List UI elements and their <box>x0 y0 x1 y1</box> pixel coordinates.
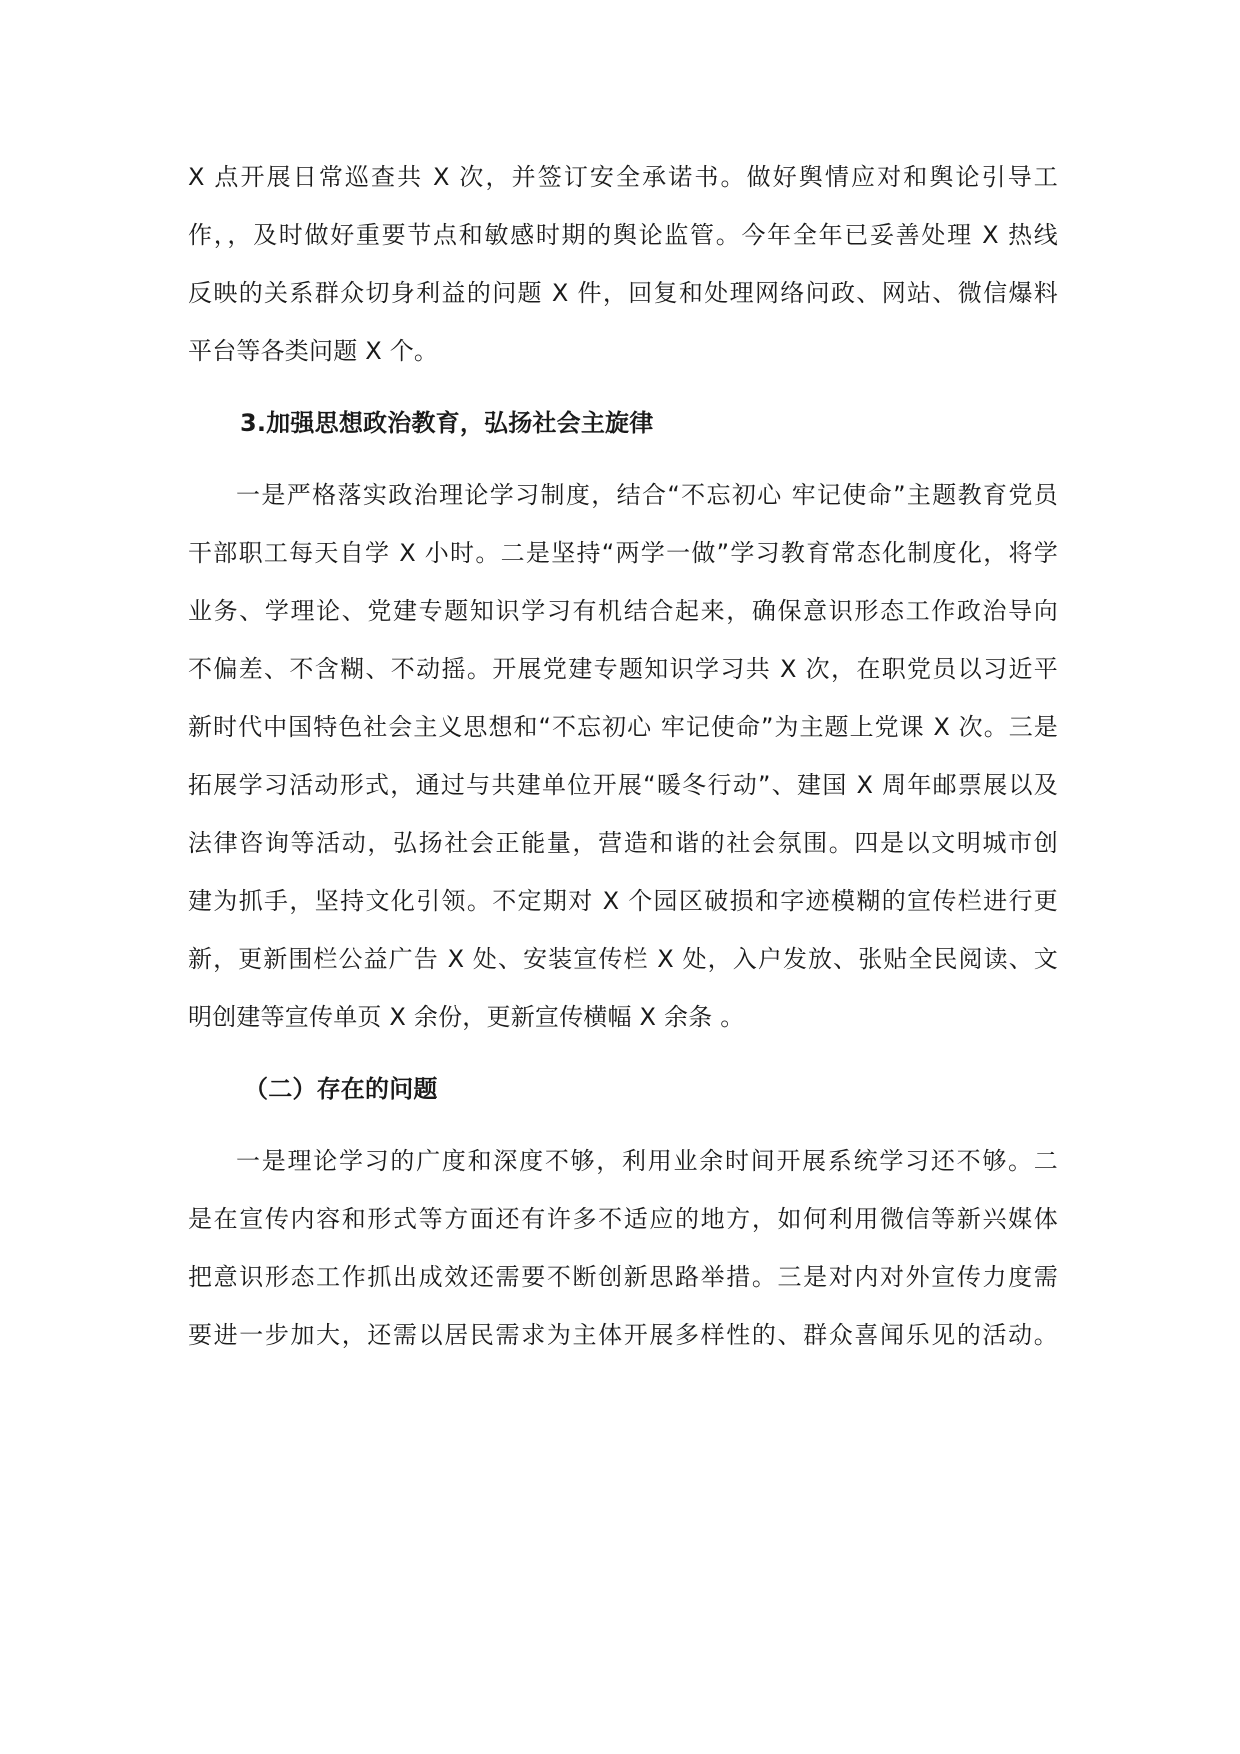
section-3-line-1: 一是严格落实政治理论学习制度，结合“不忘初心 牢记使命”主题教育党员 <box>236 481 1058 509</box>
section-3-line-5: 新时代中国特色社会主义思想和“不忘初心 牢记使命”为主题上党课 X 次。三是 <box>188 713 1058 741</box>
section-3-line-6: 拓展学习活动形式，通过与共建单位开展“暖冬行动”、建国 X 周年邮票展以及 <box>188 771 1058 799</box>
intro-line-4: 平台等各类问题 X 个。 <box>188 337 439 365</box>
intro-line-2: 作，，及时做好重要节点和敏感时期的舆论监管。今年全年已妥善处理 X 热线 <box>188 221 1058 249</box>
problems-heading: （二）存在的问题 <box>244 1075 438 1103</box>
problems-line-1: 一是理论学习的广度和深度不够，利用业余时间开展系统学习还不够。二 <box>236 1147 1058 1175</box>
intro-line-3: 反映的关系群众切身利益的问题 X 件，回复和处理网络问政、网站、微信爆料 <box>188 279 1058 307</box>
problems-line-3: 把意识形态工作抓出成效还需要不断创新思路举措。三是对内对外宣传力度需 <box>188 1263 1058 1291</box>
section-3-line-8: 建为抓手，坚持文化引领。不定期对 X 个园区破损和字迹模糊的宣传栏进行更 <box>188 887 1058 915</box>
section-3-line-9: 新，更新围栏公益广告 X 处、安装宣传栏 X 处，入户发放、张贴全民阅读、文 <box>188 945 1058 973</box>
section-3-line-7: 法律咨询等活动，弘扬社会正能量，营造和谐的社会氛围。四是以文明城市创 <box>188 829 1058 857</box>
problems-line-2: 是在宣传内容和形式等方面还有许多不适应的地方，如何利用微信等新兴媒体 <box>188 1205 1058 1233</box>
section-3-line-4: 不偏差、不含糊、不动摇。开展党建专题知识学习共 X 次，在职党员以习近平 <box>188 655 1058 683</box>
section-3-line-2: 干部职工每天自学 X 小时。二是坚持“两学一做”学习教育常态化制度化，将学 <box>188 539 1058 567</box>
section-3-line-3: 业务、学理论、党建专题知识学习有机结合起来，确保意识形态工作政治导向 <box>188 597 1058 625</box>
section-3-heading: 3.加强思想政治教育，弘扬社会主旋律 <box>240 409 654 437</box>
problems-line-4: 要进一步加大，还需以居民需求为主体开展多样性的、群众喜闻乐见的活动。 <box>188 1321 1058 1349</box>
intro-line-1: X 点开展日常巡查共 X 次，并签订安全承诺书。做好舆情应对和舆论引导工 <box>188 163 1058 191</box>
section-3-line-10: 明创建等宣传单页 X 余份，更新宣传横幅 X 余条 。 <box>188 1003 745 1031</box>
